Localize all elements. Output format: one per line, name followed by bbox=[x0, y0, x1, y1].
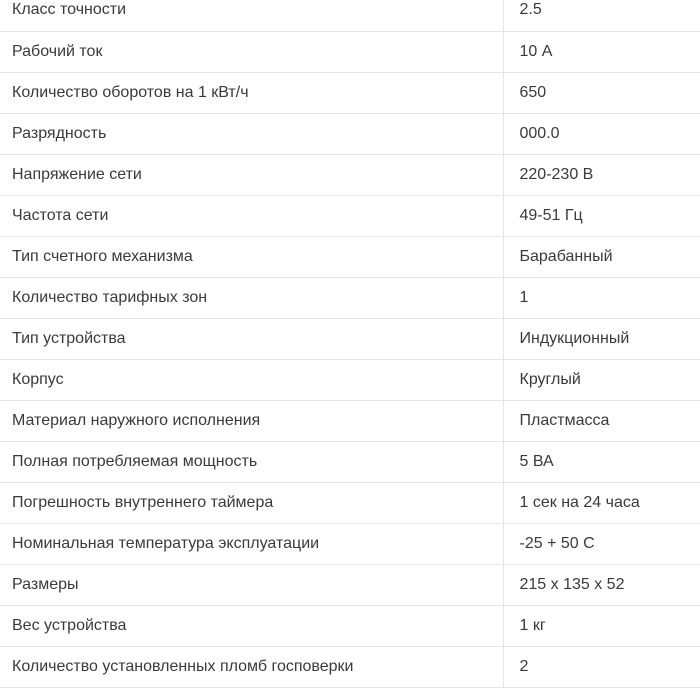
spec-value: Барабанный bbox=[503, 236, 700, 277]
spec-name: Тип устройства bbox=[0, 318, 503, 359]
spec-value: 215 х 135 х 52 bbox=[503, 564, 700, 605]
spec-name: Разрядность bbox=[0, 113, 503, 154]
spec-value: 1 bbox=[503, 277, 700, 318]
table-row bbox=[0, 236, 700, 277]
table-row bbox=[0, 482, 700, 523]
table-row bbox=[0, 113, 700, 154]
table-row bbox=[0, 441, 700, 482]
spec-name: Количество тарифных зон bbox=[0, 277, 503, 318]
table-row bbox=[0, 523, 700, 564]
spec-name: Тип счетного механизма bbox=[0, 236, 503, 277]
spec-name: Вес устройства bbox=[0, 605, 503, 646]
spec-name: Полная потребляемая мощность bbox=[0, 441, 503, 482]
table-row bbox=[0, 277, 700, 318]
spec-name: Погрешность внутреннего таймера bbox=[0, 482, 503, 523]
table-row bbox=[0, 564, 700, 605]
spec-name: Количество установленных пломб госповерки bbox=[0, 646, 503, 687]
spec-value: 49-51 Гц bbox=[503, 195, 700, 236]
spec-value: 10 А bbox=[503, 31, 700, 72]
spec-name: Частота сети bbox=[0, 195, 503, 236]
spec-value: 5 ВА bbox=[503, 441, 700, 482]
spec-name: Размеры bbox=[0, 564, 503, 605]
spec-name: Количество оборотов на 1 кВт/ч bbox=[0, 72, 503, 113]
table-row bbox=[0, 605, 700, 646]
table-row bbox=[0, 318, 700, 359]
spec-value: 000.0 bbox=[503, 113, 700, 154]
table-row bbox=[0, 154, 700, 195]
table-row bbox=[0, 72, 700, 113]
spec-name: Напряжение сети bbox=[0, 154, 503, 195]
table-row bbox=[0, 0, 700, 31]
spec-value: Пластмасса bbox=[503, 400, 700, 441]
spec-name: Корпус bbox=[0, 359, 503, 400]
spec-value: 1 сек на 24 часа bbox=[503, 482, 700, 523]
spec-value: Индукционный bbox=[503, 318, 700, 359]
spec-name: Номинальная температура эксплуатации bbox=[0, 523, 503, 564]
spec-value: 2 bbox=[503, 646, 700, 687]
table-row bbox=[0, 195, 700, 236]
spec-name: Рабочий ток bbox=[0, 31, 503, 72]
spec-value: -25 + 50 С bbox=[503, 523, 700, 564]
spec-name: Класс точности bbox=[0, 0, 503, 31]
spec-value: Круглый bbox=[503, 359, 700, 400]
spec-value: 1 кг bbox=[503, 605, 700, 646]
spec-value: 2.5 bbox=[503, 0, 700, 31]
table-row bbox=[0, 400, 700, 441]
spec-value: 220-230 В bbox=[503, 154, 700, 195]
table-row bbox=[0, 359, 700, 400]
table-row bbox=[0, 31, 700, 72]
spec-value: 650 bbox=[503, 72, 700, 113]
spec-name: Материал наружного исполнения bbox=[0, 400, 503, 441]
